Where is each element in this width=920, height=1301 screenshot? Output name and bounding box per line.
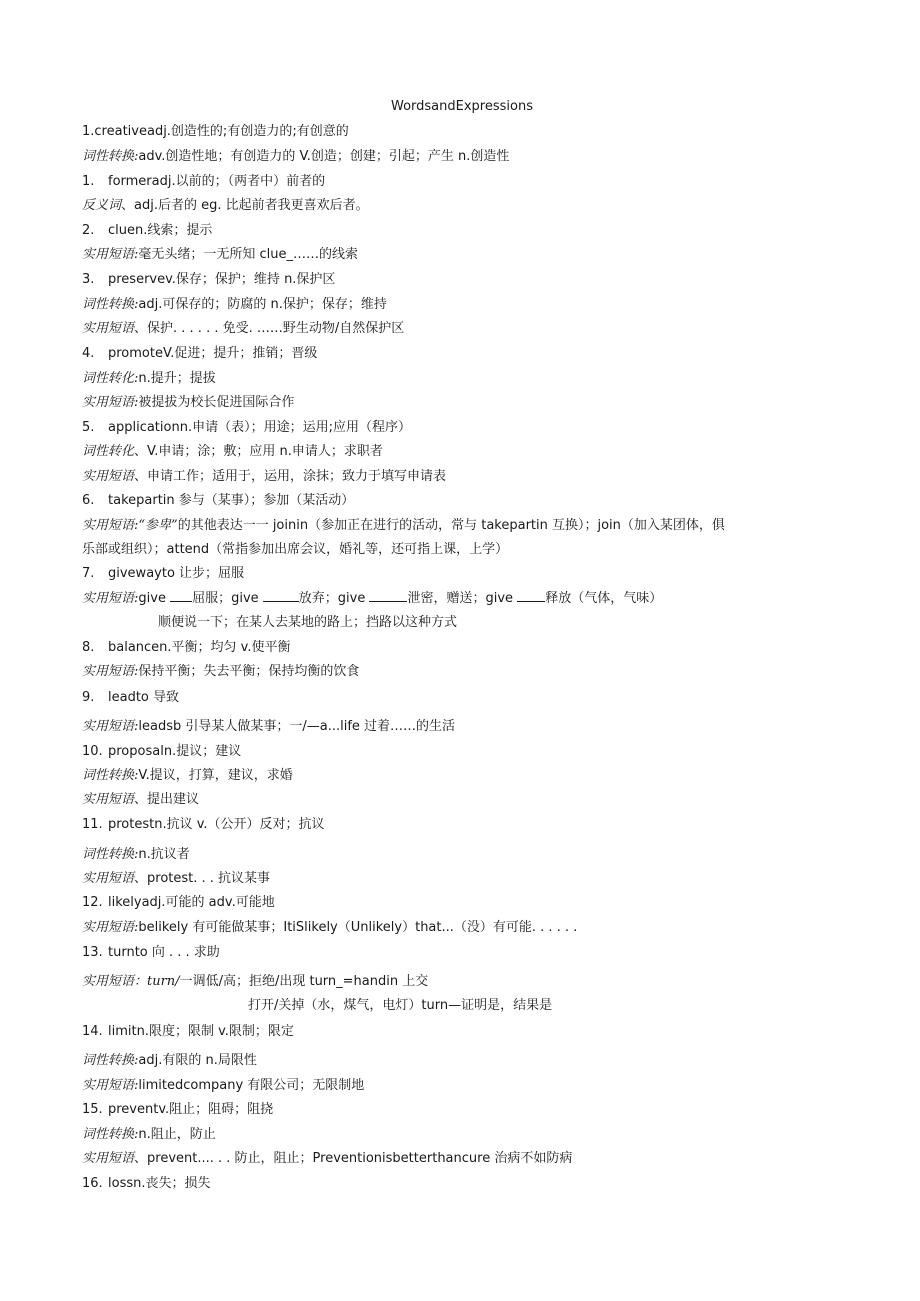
line-label: 实用短语 [82, 469, 135, 484]
item-number: 12. [82, 895, 103, 910]
text-line [82, 1098, 273, 1117]
line-label: 实用短语：turn/ [82, 974, 180, 989]
text-line [82, 891, 275, 910]
line-text: turnto 向 . . . 求助 [108, 945, 220, 960]
line-text: n.阻止，防止 [138, 1127, 216, 1142]
fill-in-blank [517, 589, 545, 602]
item-number: 8. [82, 640, 95, 655]
document-title: WordsandExpressions [391, 99, 533, 114]
document-page [82, 96, 842, 1191]
text-line [82, 587, 662, 606]
line-text-segment: 屈服；give [192, 591, 263, 606]
line-label: 实用短语 [82, 321, 135, 336]
line-label: 词性转换: [82, 149, 139, 164]
line-label: 词性转化 [82, 444, 135, 459]
text-line [82, 170, 325, 189]
line-text: preservev.保存；保护；维持 n.保护区 [108, 272, 336, 287]
line-text: cluen.线索；提示 [108, 223, 213, 238]
text-line [82, 764, 293, 783]
line-text: 顺便说一下；在某人去某地的路上；挡路以这种方式 [158, 615, 458, 630]
line-text: likelyadj.可能的 adv.可能地 [108, 895, 275, 910]
text-line [82, 686, 179, 705]
line-text: n.提升；提拔 [138, 371, 216, 386]
line-text: lossn.丧失；损失 [108, 1176, 211, 1191]
line-text: n.抗议者 [138, 847, 190, 862]
item-number: 6. [82, 493, 95, 508]
text-line [82, 994, 552, 1013]
text-line [82, 243, 358, 262]
text-line [82, 611, 457, 630]
line-label: 实用短语: [82, 664, 139, 679]
line-text: 的其他表达一一 joinin（参加正在进行的活动，常与 takepartin 互换）；join（加入某团体，俱 [177, 518, 725, 533]
line-text: 、adj.后者的 eg. 比起前者我更喜欢后者。 [121, 198, 369, 213]
line-label: 实用短语:“参卑” [82, 518, 178, 533]
line-text: preventv.阻止；阻碍；阻挠 [108, 1102, 274, 1117]
line-text: V.提议，打算，建议，求婚 [138, 768, 293, 783]
fill-in-blank [369, 589, 407, 602]
line-text-segment: give [138, 591, 171, 606]
line-label: 反义词 [82, 198, 122, 213]
line-text: 一调低/高；拒绝/出现 turn_=handin 上交 [179, 974, 429, 989]
line-label: 实用短语: [82, 920, 139, 935]
line-text: formeradj.以前的；（两者中）前者的 [108, 174, 326, 189]
item-number: 10. [82, 744, 103, 759]
line-label: 词性转换: [82, 847, 139, 862]
text-line [82, 660, 359, 679]
fill-in-blank [170, 589, 192, 602]
text-line [82, 916, 577, 935]
line-text-segment: 泄密，赠送；give [407, 591, 518, 606]
item-number: 7. [82, 566, 95, 581]
item-number: 2. [82, 223, 95, 238]
fill-in-blank [263, 589, 299, 602]
line-label: 词性转换: [82, 1127, 139, 1142]
line-text: 打开/关掉（水，煤气，电灯）turn—证明是，结果是 [248, 998, 553, 1013]
text-line [82, 740, 241, 759]
text-line [82, 1123, 216, 1142]
text-line [82, 941, 220, 960]
line-text: takepartin 参与（某事）；参加（某活动） [108, 493, 355, 508]
line-text: 1.creativeadj.创造性的;有创造力的;有创意的 [82, 124, 349, 139]
text-line [82, 342, 317, 361]
text-line [82, 1147, 572, 1166]
item-number: 4. [82, 346, 95, 361]
line-text: leadto 导致 [108, 690, 180, 705]
line-label: 实用短语 [82, 1151, 135, 1166]
text-line [82, 194, 369, 213]
text-line [82, 440, 383, 459]
text-line [82, 514, 725, 533]
line-label: 词性转化: [82, 371, 139, 386]
line-text: adv.创造性地；有创造力的 V.创造；创建；引起；产生 n.创造性 [138, 149, 510, 164]
line-text: limitedcompany 有限公司；无限制地 [138, 1078, 365, 1093]
line-text: 、prevent.... . . 防止，阻止；Preventionisbetterthancure 治病不如防病 [134, 1151, 573, 1166]
text-line [82, 268, 335, 287]
line-text: protestn.抗议 v.（公开）反对；抗议 [108, 817, 325, 832]
line-text: promoteV.促进；提升；推销；晋级 [108, 346, 318, 361]
line-text: belikely 有可能做某事；ItiSlikely（Unlikely）that...（没）有可能. . . . . . [138, 920, 578, 935]
line-label: 词性转换: [82, 768, 139, 783]
text-line [82, 145, 509, 164]
item-number: 9. [82, 690, 95, 705]
line-text: adj.可保存的；防腐的 n.保护；保存；维持 [138, 297, 387, 312]
line-text: applicationn.申请（表）；用途；运用;应用（程序） [108, 420, 411, 435]
line-label: 实用短语 [82, 792, 135, 807]
line-label: 实用短语: [82, 395, 139, 410]
item-number: 1. [82, 174, 95, 189]
text-line [82, 1020, 294, 1039]
text-line [82, 219, 212, 238]
text-line [82, 788, 199, 807]
item-number: 11. [82, 817, 103, 832]
line-label: 词性转换: [82, 1053, 139, 1068]
line-text: 、申请工作；适用于，运用，涂抹；致力于填写申请表 [134, 469, 447, 484]
text-line [82, 715, 455, 734]
text-line [82, 391, 294, 410]
line-text: givewayto 让步；屈服 [108, 566, 245, 581]
text-line [82, 1172, 210, 1191]
line-label: 实用短语 [82, 871, 135, 886]
line-text: 、提出建议 [134, 792, 200, 807]
text-line [82, 489, 354, 508]
line-label: 实用短语: [82, 719, 139, 734]
item-number: 14. [82, 1024, 103, 1039]
item-number: 13. [82, 945, 103, 960]
text-line [82, 416, 411, 435]
line-text: adj.有限的 n.局限性 [138, 1053, 257, 1068]
text-line [82, 317, 404, 336]
text-line [82, 1074, 364, 1093]
item-number: 15. [82, 1102, 103, 1117]
line-label: 实用短语: [82, 591, 139, 606]
text-line [82, 367, 216, 386]
line-text: proposaln.提议；建议 [108, 744, 242, 759]
line-text: limitn.限度；限制 v.限制；限定 [108, 1024, 294, 1039]
line-text: 乐部或组织）；attend（常指参加出席会议，婚礼等，还可指上课，上学） [82, 542, 509, 557]
text-line [82, 465, 446, 484]
text-line [82, 1049, 257, 1068]
line-text: balancen.平衡；均匀 v.使平衡 [108, 640, 291, 655]
line-text-segment: 释放（气体，气味） [545, 591, 663, 606]
line-label: 词性转换: [82, 297, 139, 312]
line-text: 保持平衡；失去平衡；保持均衡的饮食 [138, 664, 360, 679]
text-line [82, 562, 244, 581]
text-line [82, 970, 428, 989]
item-number: 16. [82, 1176, 103, 1191]
text-line [82, 538, 508, 557]
text-line [82, 843, 190, 862]
line-text: 毫无头绪；一无所知 clue_……的线索 [138, 247, 359, 262]
line-label: 实用短语: [82, 1078, 139, 1093]
line-text-segment: 放弃；give [298, 591, 370, 606]
text-line [82, 120, 349, 139]
line-text: 被提拔为校长促进国际合作 [138, 395, 295, 410]
line-label: 实用短语: [82, 247, 139, 262]
item-number: 5. [82, 420, 95, 435]
text-line [82, 636, 291, 655]
text-line [82, 813, 325, 832]
line-text: 、保护. . . . . . 免受. ……野生动物/自然保护区 [134, 321, 405, 336]
item-number: 3. [82, 272, 95, 287]
text-line [82, 293, 387, 312]
line-text: 、V.申请；涂；敷；应用 n.申请人；求职者 [134, 444, 383, 459]
line-text: 、protest. . . 抗议某事 [134, 871, 271, 886]
line-text: leadsb 引导某人做某事；一/—a...life 过着……的生活 [138, 719, 456, 734]
text-line [82, 867, 270, 886]
